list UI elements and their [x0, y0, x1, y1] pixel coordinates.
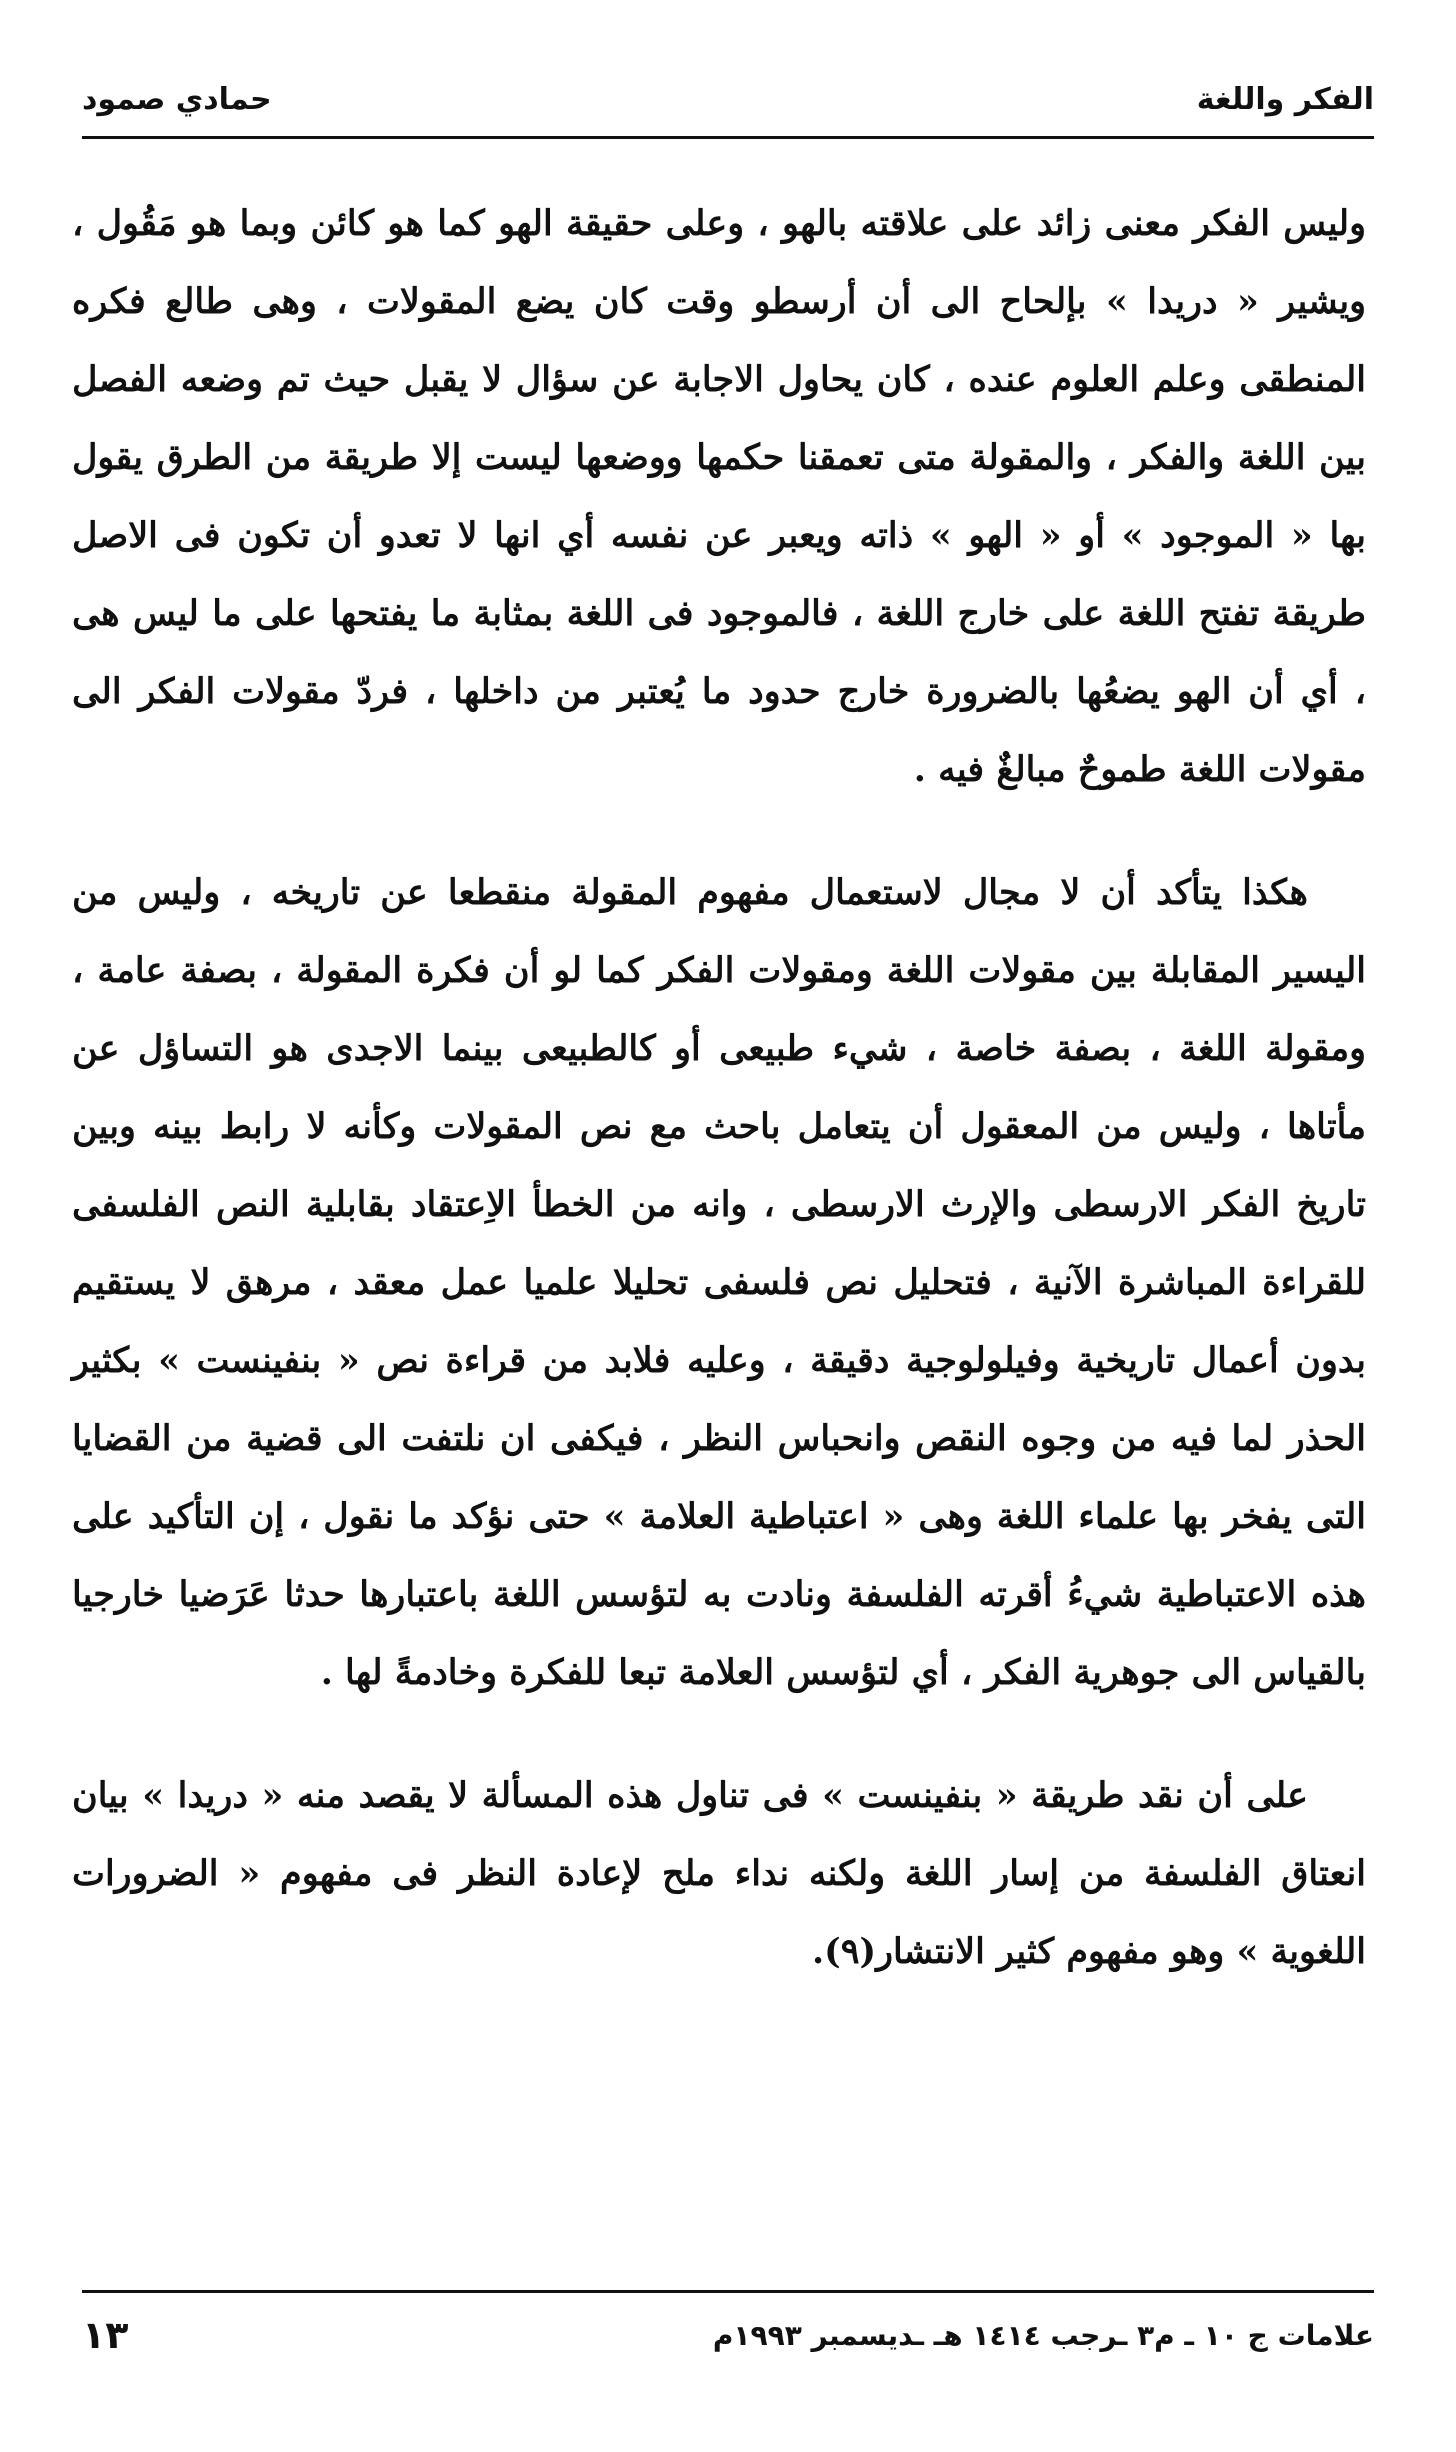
paragraph-2: هكذا يتأكد أن لا مجال لاستعمال مفهوم المقولة منقطعا عن تاريخه ، وليس من اليسير المقابلة بين مقولات اللغة ومقولات الفكر كما لو أن فكرة المقولة ، بصفة عامة ، ومقولة اللغة ، بصفة خاصة ، شيء طبيعى أو كالطبيعى بينما الاجدى هو التساؤل عن مأتاها ، وليس من المعقول أن يتعامل باحث مع نص المقولات وكأنه لا رابط بينه وبين تاريخ الفكر الارسطى والإرث الارسطى ، وانه من الخطأ الاِعتقاد بقابلية النص الفلسفى للقراءة المباشرة الآنية ، فتحليل نص فلسفى تحليلا علميا عمل معقد ، مرهق لا يستقيم بدون أعمال تاريخية وفيلولوجية دقيقة ، وعليه فلابد من قراءة نص « بنفينست » بكثير الحذر لما فيه من وجوه النقص وانحباس النظر ، فيكفى ان نلتفت الى قضية من القضايا التى يفخر بها علماء اللغة وهى « اعتباطية العلامة » حتى نؤكد ما نقول ، إن التأكيد على هذه الاعتباطية شيءُ أقرته الفلسفة ونادت به لتؤسس اللغة باعتبارها حدثا عَرَضيا خارجيا بالقياس الى جوهرية الفكر ، أي لتؤسس العلامة تبعا للفكرة وخادمةً لها .: [72, 872, 1366, 1693]
page-number: ١٣: [82, 2313, 129, 2357]
body-text: [72, 185, 1366, 1991]
footer-rule: [82, 2290, 1374, 2293]
running-footer: [82, 2305, 1374, 2365]
paragraph-3: على أن نقد طريقة « بنفينست » فى تناول هذه المسألة لا يقصد منه « دريدا » بيان انعتاق الفلسفة من إسار اللغة ولكنه نداء ملح لإعادة النظر فى مفهوم « الضرورات اللغوية » وهو مفهوم كثير الانتشار(٩).: [72, 1775, 1366, 1972]
paragraph-1: وليس الفكر معنى زائد على علاقته بالهو ، وعلى حقيقة الهو كما هو كائن وبما هو مَقُول ، ويشير « دريدا » بإلحاح الى أن أرسطو وقت كان يضع المقولات ، وهى طالع فكره المنطقى وعلم العلوم عنده ، كان يحاول الاجابة عن سؤال لا يقبل حيث تم وضعه الفصل بين اللغة والفكر ، والمقولة متى تعمقنا حكمها ووضعها ليست إلا طريقة من الطرق يقول بها « الموجود » أو « الهو » ذاته ويعبر عن نفسه أي انها لا تعدو أن تكون فى الاصل طريقة تفتح اللغة على خارج اللغة ، فالموجود فى اللغة بمثابة ما يفتحها على ما ليس هى ، أي أن الهو يضعُها بالضرورة خارج حدود ما يُعتبر من داخلها ، فردّ مقولات الفكر الى مقولات اللغة طموحٌ مبالغٌ فيه .: [72, 203, 1366, 790]
paragraph-gap: [72, 809, 1366, 854]
header-rule: [82, 136, 1374, 139]
journal-info: علامات ج ١٠ ـ م٣ ـرجب ١٤١٤ هـ ـديسمبر ١٩٩٣م: [712, 2318, 1374, 2352]
header-author: حمادي صمود: [82, 81, 272, 117]
running-header: [82, 68, 1374, 130]
header-title: الفكر واللغة: [1196, 81, 1374, 117]
paragraph-gap: [72, 1712, 1366, 1757]
